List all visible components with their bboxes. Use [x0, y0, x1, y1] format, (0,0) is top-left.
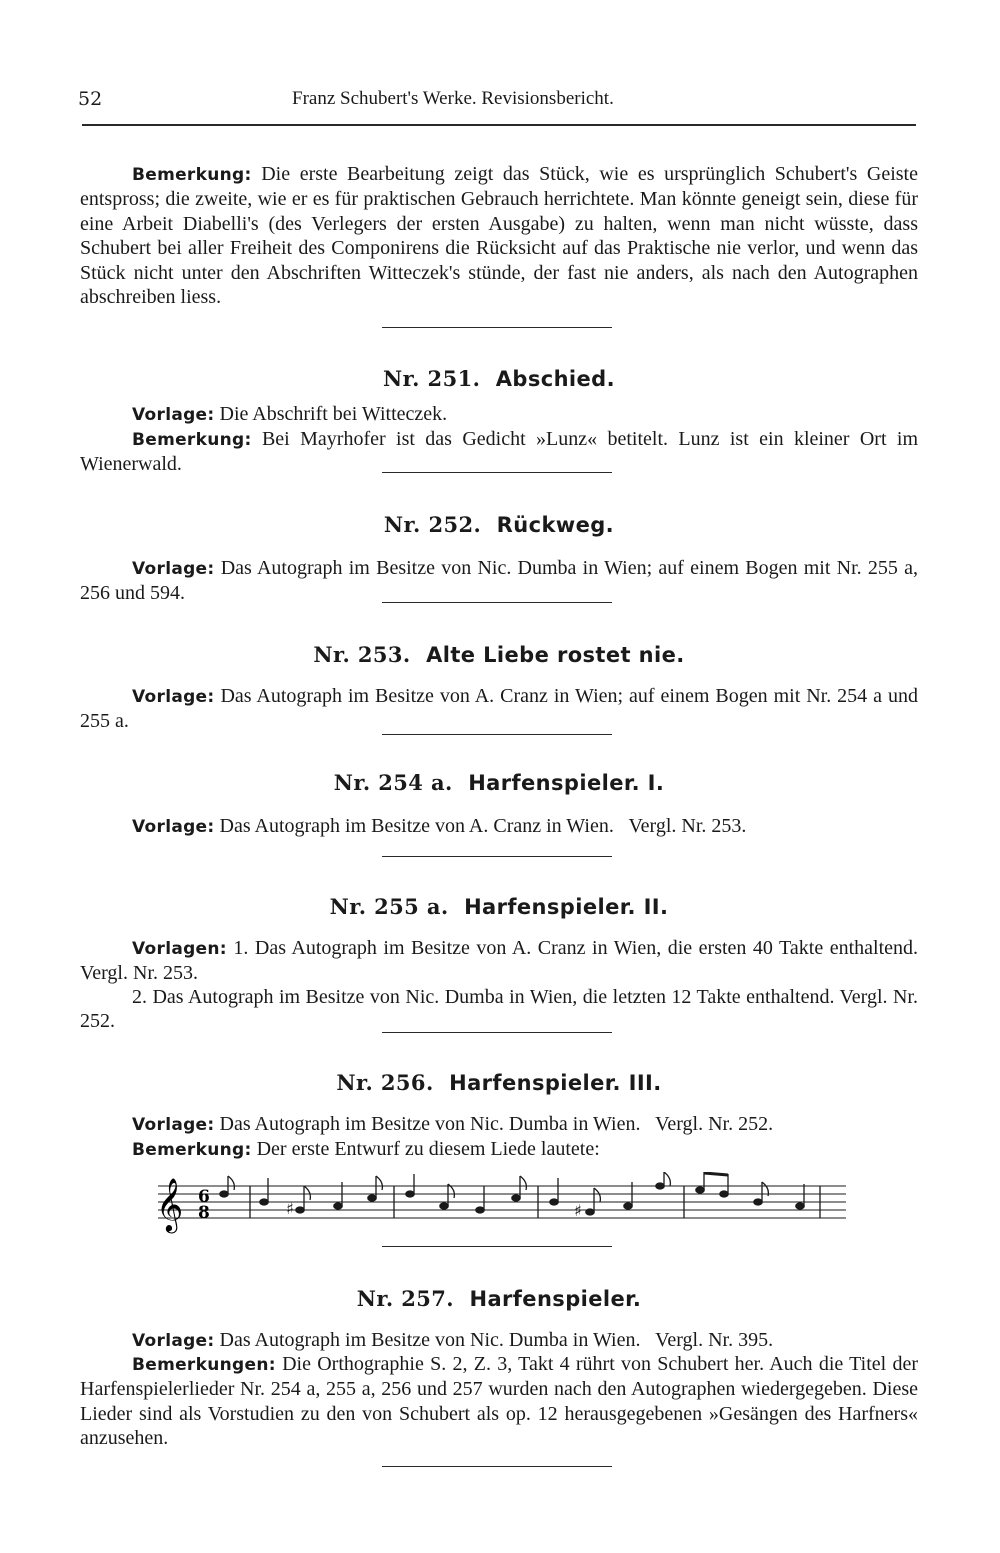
vorlage-254a: [80, 814, 970, 839]
vorlage-label: Vorlage:: [132, 1331, 215, 1351]
vorlage-label: Vorlagen:: [132, 939, 227, 959]
section-number: Nr. 251.: [383, 366, 481, 391]
note: [440, 1203, 448, 1209]
flag: [228, 1176, 234, 1190]
treble-clef-icon: 𝄞: [156, 1177, 184, 1231]
note: [512, 1195, 520, 1201]
section-number: Nr. 253.: [313, 642, 411, 667]
section-separator: [382, 734, 612, 735]
section-number: Nr. 254 a.: [333, 770, 453, 795]
bemerkung-label: Bemerkung:: [132, 430, 252, 450]
note: [368, 1195, 376, 1201]
vorlage-item-text: 2. Das Autograph im Besitze von Nic. Dumba in Wien, die letzten 12 Takte enthaltend. Vergl. Nr. 252.: [80, 986, 918, 1033]
bemerkung-text: Bei Mayrhofer ist das Gedicht »Lunz« betitelt. Lunz ist ein kleiner Ort im Wienerwald.: [80, 428, 918, 476]
intro-remark: [80, 162, 918, 309]
section-heading-255a: [80, 894, 918, 919]
note: [656, 1183, 664, 1189]
section-separator: [382, 856, 612, 857]
section-number: Nr. 256.: [336, 1070, 434, 1095]
section-heading-253: [80, 642, 918, 667]
section-title: Harfenspieler. II.: [464, 895, 669, 919]
page-number: 52: [78, 88, 103, 110]
vorlage-text: Das Autograph im Besitze von Nic. Dumba in Wien; auf einem Bogen mit Nr. 255 a, 256 und 594.: [80, 557, 918, 605]
vorlage-label: Vorlage:: [132, 1115, 215, 1135]
section-separator: [382, 1032, 612, 1033]
section-separator: [382, 472, 612, 473]
header-rule: [82, 124, 916, 126]
vorlage-text: Das Autograph im Besitze von Nic. Dumba in Wien. Vergl. Nr. 252.: [214, 1113, 774, 1135]
note: [260, 1199, 268, 1205]
section-heading-257: [80, 1286, 918, 1311]
vorlage-label: Vorlage:: [132, 405, 215, 425]
remark-label: Bemerkung:: [132, 165, 252, 185]
section-heading-251: [80, 366, 918, 391]
vorlage-text: Das Autograph im Besitze von Nic. Dumba in Wien. Vergl. Nr. 395.: [214, 1329, 774, 1351]
beam: [704, 1173, 728, 1175]
section-number: Nr. 257.: [356, 1286, 455, 1311]
note: [334, 1203, 342, 1209]
bemerkung-text: Die Orthographie S. 2, Z. 3, Takt 4 rührt von Schubert her. Auch die Titel der Harfenspielerlieder Nr. 254 a, 255 a, 256 und 257 wurden nach den Autographen wiedergegeben. Diese Lieder sind als Vorstudien zu den von Schubert als op. 12 herausgegebenen »Gesängen des Harfners« anzusehen.: [80, 1353, 918, 1450]
section-title: Harfenspieler. III.: [449, 1071, 662, 1095]
note: [796, 1203, 804, 1209]
notes: [220, 1172, 820, 1220]
note: [550, 1199, 558, 1205]
note: [720, 1191, 728, 1197]
remark-text: Die erste Bearbeitung zeigt das Stück, wie es ursprünglich Schubert's Geiste entspross; die zweite, wie er es für praktischen Gebrauch herrichtete. Man könnte geneigt sein, diese für eine Arbeit Diabelli's (des Verlegers der ersten Ausgabe) zu halten, wenn man nicht wüsste, dass Schubert bei aller Freiheit des Componirens die Rücksicht auf das Praktische nie verlor, und wenn das Stück nicht unter den Abschriften Witteczek's stünde, der fast nie anders, als nach den Autographen abschreiben liess.: [80, 163, 918, 309]
vorlage-257: [80, 1328, 970, 1353]
bemerkung-251: [80, 427, 918, 477]
vorlage-item-text: 1. Das Autograph im Besitze von A. Cranz in Wien, die ersten 40 Takte enthaltend. Vergl. Nr. 253.: [80, 937, 918, 985]
section-heading-256: [80, 1070, 918, 1095]
note: [296, 1207, 304, 1213]
bemerkung-label: Bemerkung:: [132, 1140, 252, 1160]
vorlagen-item-2: [80, 985, 918, 1034]
bemerkung-256: [80, 1137, 970, 1162]
vorlagen-item-1: [80, 936, 918, 986]
vorlage-label: Vorlage:: [132, 687, 215, 707]
section-separator: [382, 1246, 612, 1247]
vorlage-text: Die Abschrift bei Witteczek.: [214, 403, 448, 425]
bemerkung-text: Der erste Entwurf zu diesem Liede lautete:: [251, 1138, 600, 1160]
time-signature-top: 6: [198, 1187, 210, 1207]
section-separator: [382, 327, 612, 328]
vorlage-text: Das Autograph im Besitze von A. Cranz in Wien. Vergl. Nr. 253.: [214, 815, 747, 837]
note: [696, 1187, 704, 1193]
note: [476, 1207, 484, 1213]
running-header-title: Franz Schubert's Werke. Revisionsbericht.: [292, 88, 614, 109]
section-number: Nr. 255 a.: [329, 894, 449, 919]
section-title: Harfenspieler. I.: [468, 771, 665, 795]
section-heading-254a: [80, 770, 918, 795]
note: [754, 1199, 762, 1205]
vorlage-text: Das Autograph im Besitze von A. Cranz in Wien; auf einem Bogen mit Nr. 254 a und 255 a.: [80, 685, 918, 733]
section-title: Alte Liebe rostet nie.: [426, 643, 685, 667]
section-title: Abschied.: [495, 367, 615, 391]
bemerkungen-257: [80, 1352, 918, 1451]
music-excerpt: [154, 1172, 850, 1234]
section-heading-252: [80, 512, 918, 537]
vorlage-252: [80, 556, 918, 606]
vorlage-253: [80, 684, 918, 734]
section-separator: [382, 1466, 612, 1467]
vorlage-256: [80, 1112, 970, 1137]
note: [406, 1191, 414, 1197]
vorlage-251: [80, 402, 918, 427]
section-title: Harfenspieler.: [469, 1287, 642, 1311]
vorlage-label: Vorlage:: [132, 559, 215, 579]
sharp-icon: ♯: [574, 1201, 582, 1220]
time-signature-bottom: 8: [198, 1203, 210, 1223]
note: [624, 1203, 632, 1209]
section-number: Nr. 252.: [383, 512, 482, 537]
sharp-icon: ♯: [286, 1199, 294, 1218]
note: [220, 1191, 228, 1197]
note: [586, 1209, 594, 1215]
vorlage-label: Vorlage:: [132, 817, 215, 837]
section-title: Rückweg.: [496, 513, 615, 537]
section-separator: [382, 602, 612, 603]
bemerkung-label: Bemerkungen:: [132, 1355, 276, 1375]
